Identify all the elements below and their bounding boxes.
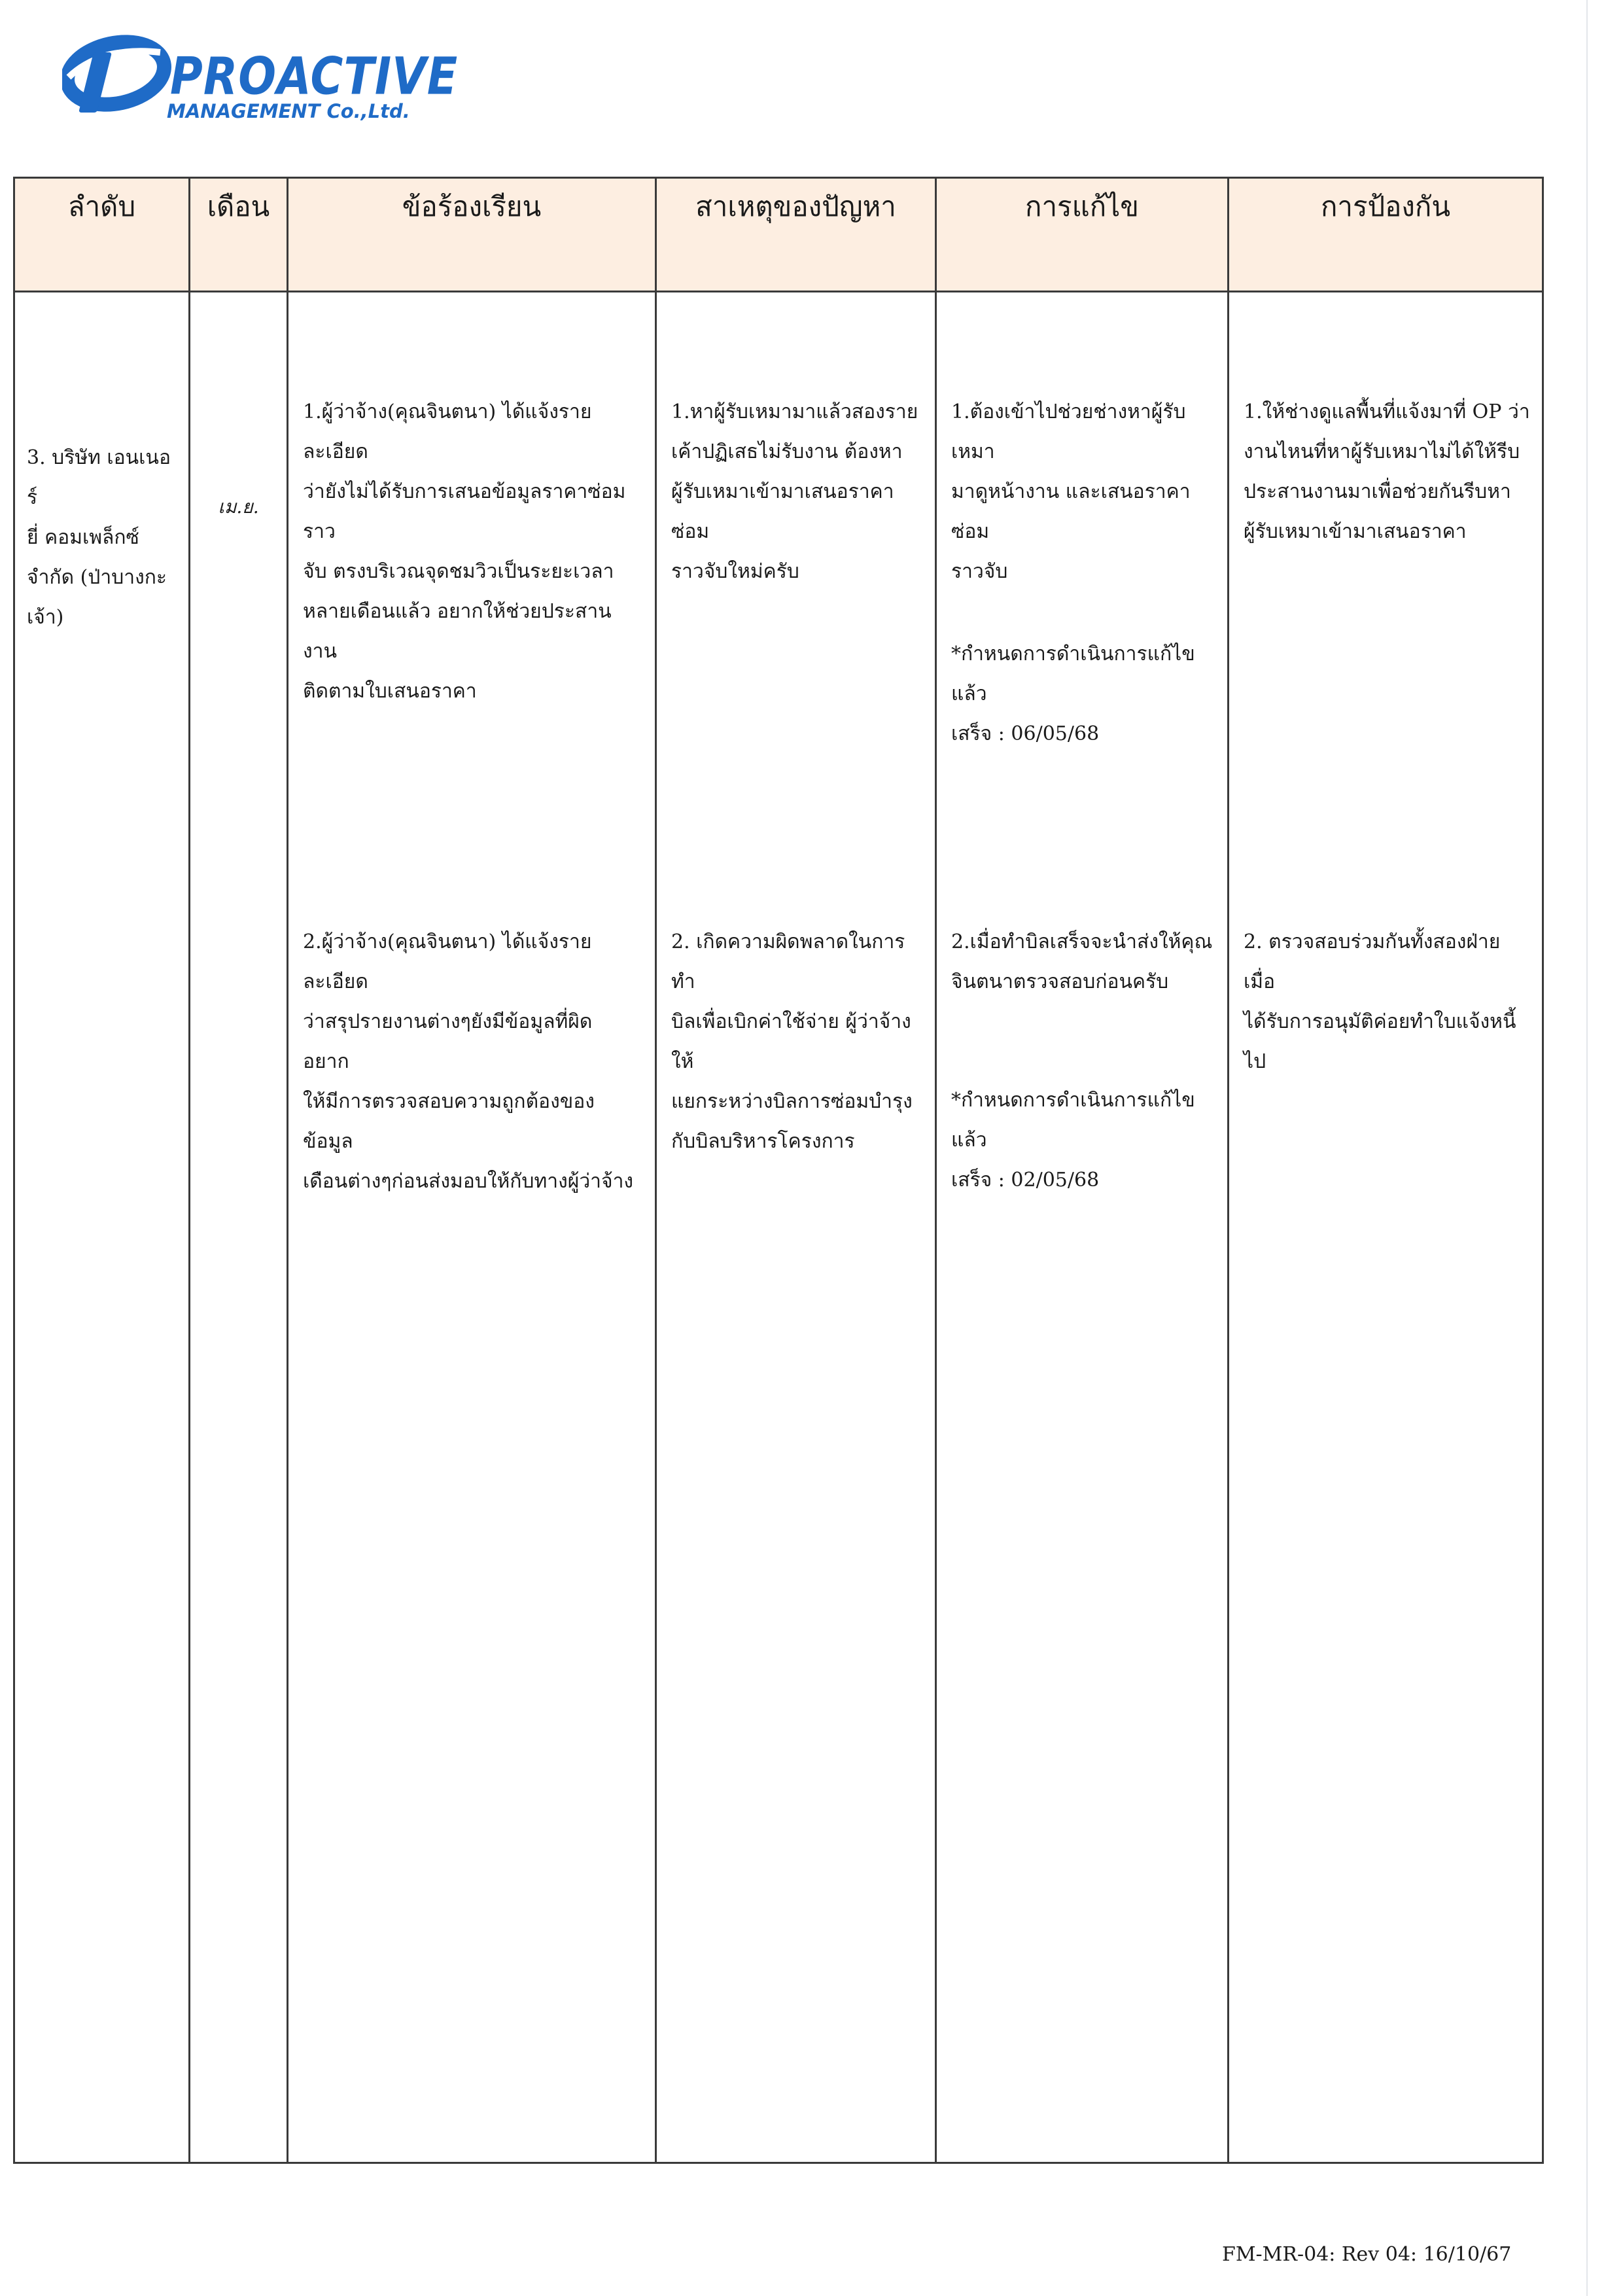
brand-name: PROACTIVE	[170, 47, 459, 107]
fix-1: 1.ต้องเข้าไปช่วยช่างหาผู้รับเหมา มาดูหน้างาน และเสนอราคาซ่อม ราวจับ	[951, 400, 1191, 583]
complaint-table	[13, 177, 1544, 2164]
col-header-complaint: ข้อร้องเรียน	[288, 178, 656, 292]
month-text: เม.ย.	[218, 496, 259, 518]
brand-subtitle: MANAGEMENT Co.,Ltd.	[167, 100, 410, 122]
order-text: 3. บริษัท เอนเนอร์ ยี่ คอมเพล็กซ์ จำกัด (ป่าบางกะ เจ้า)	[27, 446, 171, 629]
page-edge-line	[1586, 0, 1588, 2296]
cause-2: 2. เกิดความผิดพลาดในการทำ บิลเพื่อเบิกค่าใช้จ่าย ผู้ว่าจ้างให้ แยกระหว่างบิลการซ่อมบำรุง กับบิลบริหารโครงการ	[671, 930, 913, 1153]
proactive-logo-icon	[62, 26, 173, 118]
fix-2-deadline: *กำหนดการดำเนินการแก้ไขแล้ว เสร็จ : 02/05/68	[951, 1089, 1195, 1192]
cell-month	[190, 292, 288, 2163]
cause-1: 1.หาผู้รับเหมามาแล้วสองราย เค้าปฏิเสธไม่รับงาน ต้องหา ผู้รับเหมาเข้ามาเสนอราคาซ่อม ราวจับใหม่ครับ	[671, 400, 918, 583]
col-header-order: ลำดับ	[14, 178, 190, 292]
company-logo	[62, 26, 459, 131]
col-header-month: เดือน	[190, 178, 288, 292]
col-header-cause: สาเหตุของปัญหา	[656, 178, 936, 292]
fix-1-deadline: *กำหนดการดำเนินการแก้ไขแล้ว เสร็จ : 06/05/68	[951, 643, 1195, 745]
complaint-1: 1.ผู้ว่าจ้าง(คุณจินตนา) ได้แจ้งรายละเอียด ว่ายังไม่ได้รับการเสนอข้อมูลราคาซ่อมราว จับ ตรงบริเวณจุดชมวิวเป็นระยะเวลา หลายเดือนแล้ว อยากให้ช่วยประสานงาน ติดตามใบเสนอราคา	[303, 400, 626, 703]
cell-order	[14, 292, 190, 2163]
table-row	[14, 292, 1543, 2163]
prevention-1: 1.ให้ช่างดูแลพื้นที่แจ้งมาที่ OP ว่า งานไหนที่หาผู้รับเหมาไม่ได้ให้รีบ ประสานงานมาเพื่อช่วยกันรีบหา ผู้รับเหมาเข้ามาเสนอราคา	[1244, 400, 1530, 543]
cell-fix	[936, 292, 1229, 2163]
col-header-fix: การแก้ไข	[936, 178, 1229, 292]
table-header-row	[14, 178, 1543, 292]
cell-prevention	[1229, 292, 1543, 2163]
cell-complaint	[288, 292, 656, 2163]
fix-2: 2.เมื่อทำบิลเสร็จจะนำส่งให้คุณ จินตนาตรวจสอบก่อนครับ	[951, 930, 1213, 993]
form-code: FM-MR-04: Rev 04: 16/10/67	[1222, 2243, 1512, 2266]
cell-cause	[656, 292, 936, 2163]
col-header-prevention: การป้องกัน	[1229, 178, 1543, 292]
prevention-2: 2. ตรวจสอบร่วมกันทั้งสองฝ่าย เมื่อ ได้รับการอนุมัติค่อยทำใบแจ้งหนี้ไป	[1244, 930, 1516, 1073]
complaint-2: 2.ผู้ว่าจ้าง(คุณจินตนา) ได้แจ้งรายละเอียด ว่าสรุปรายงานต่างๆยังมีข้อมูลที่ผิด อยาก ให้มีการตรวจสอบความถูกต้องของข้อมูล เดือนต่างๆก่อนส่งมอบให้กับทางผู้ว่าจ้าง	[303, 930, 634, 1193]
